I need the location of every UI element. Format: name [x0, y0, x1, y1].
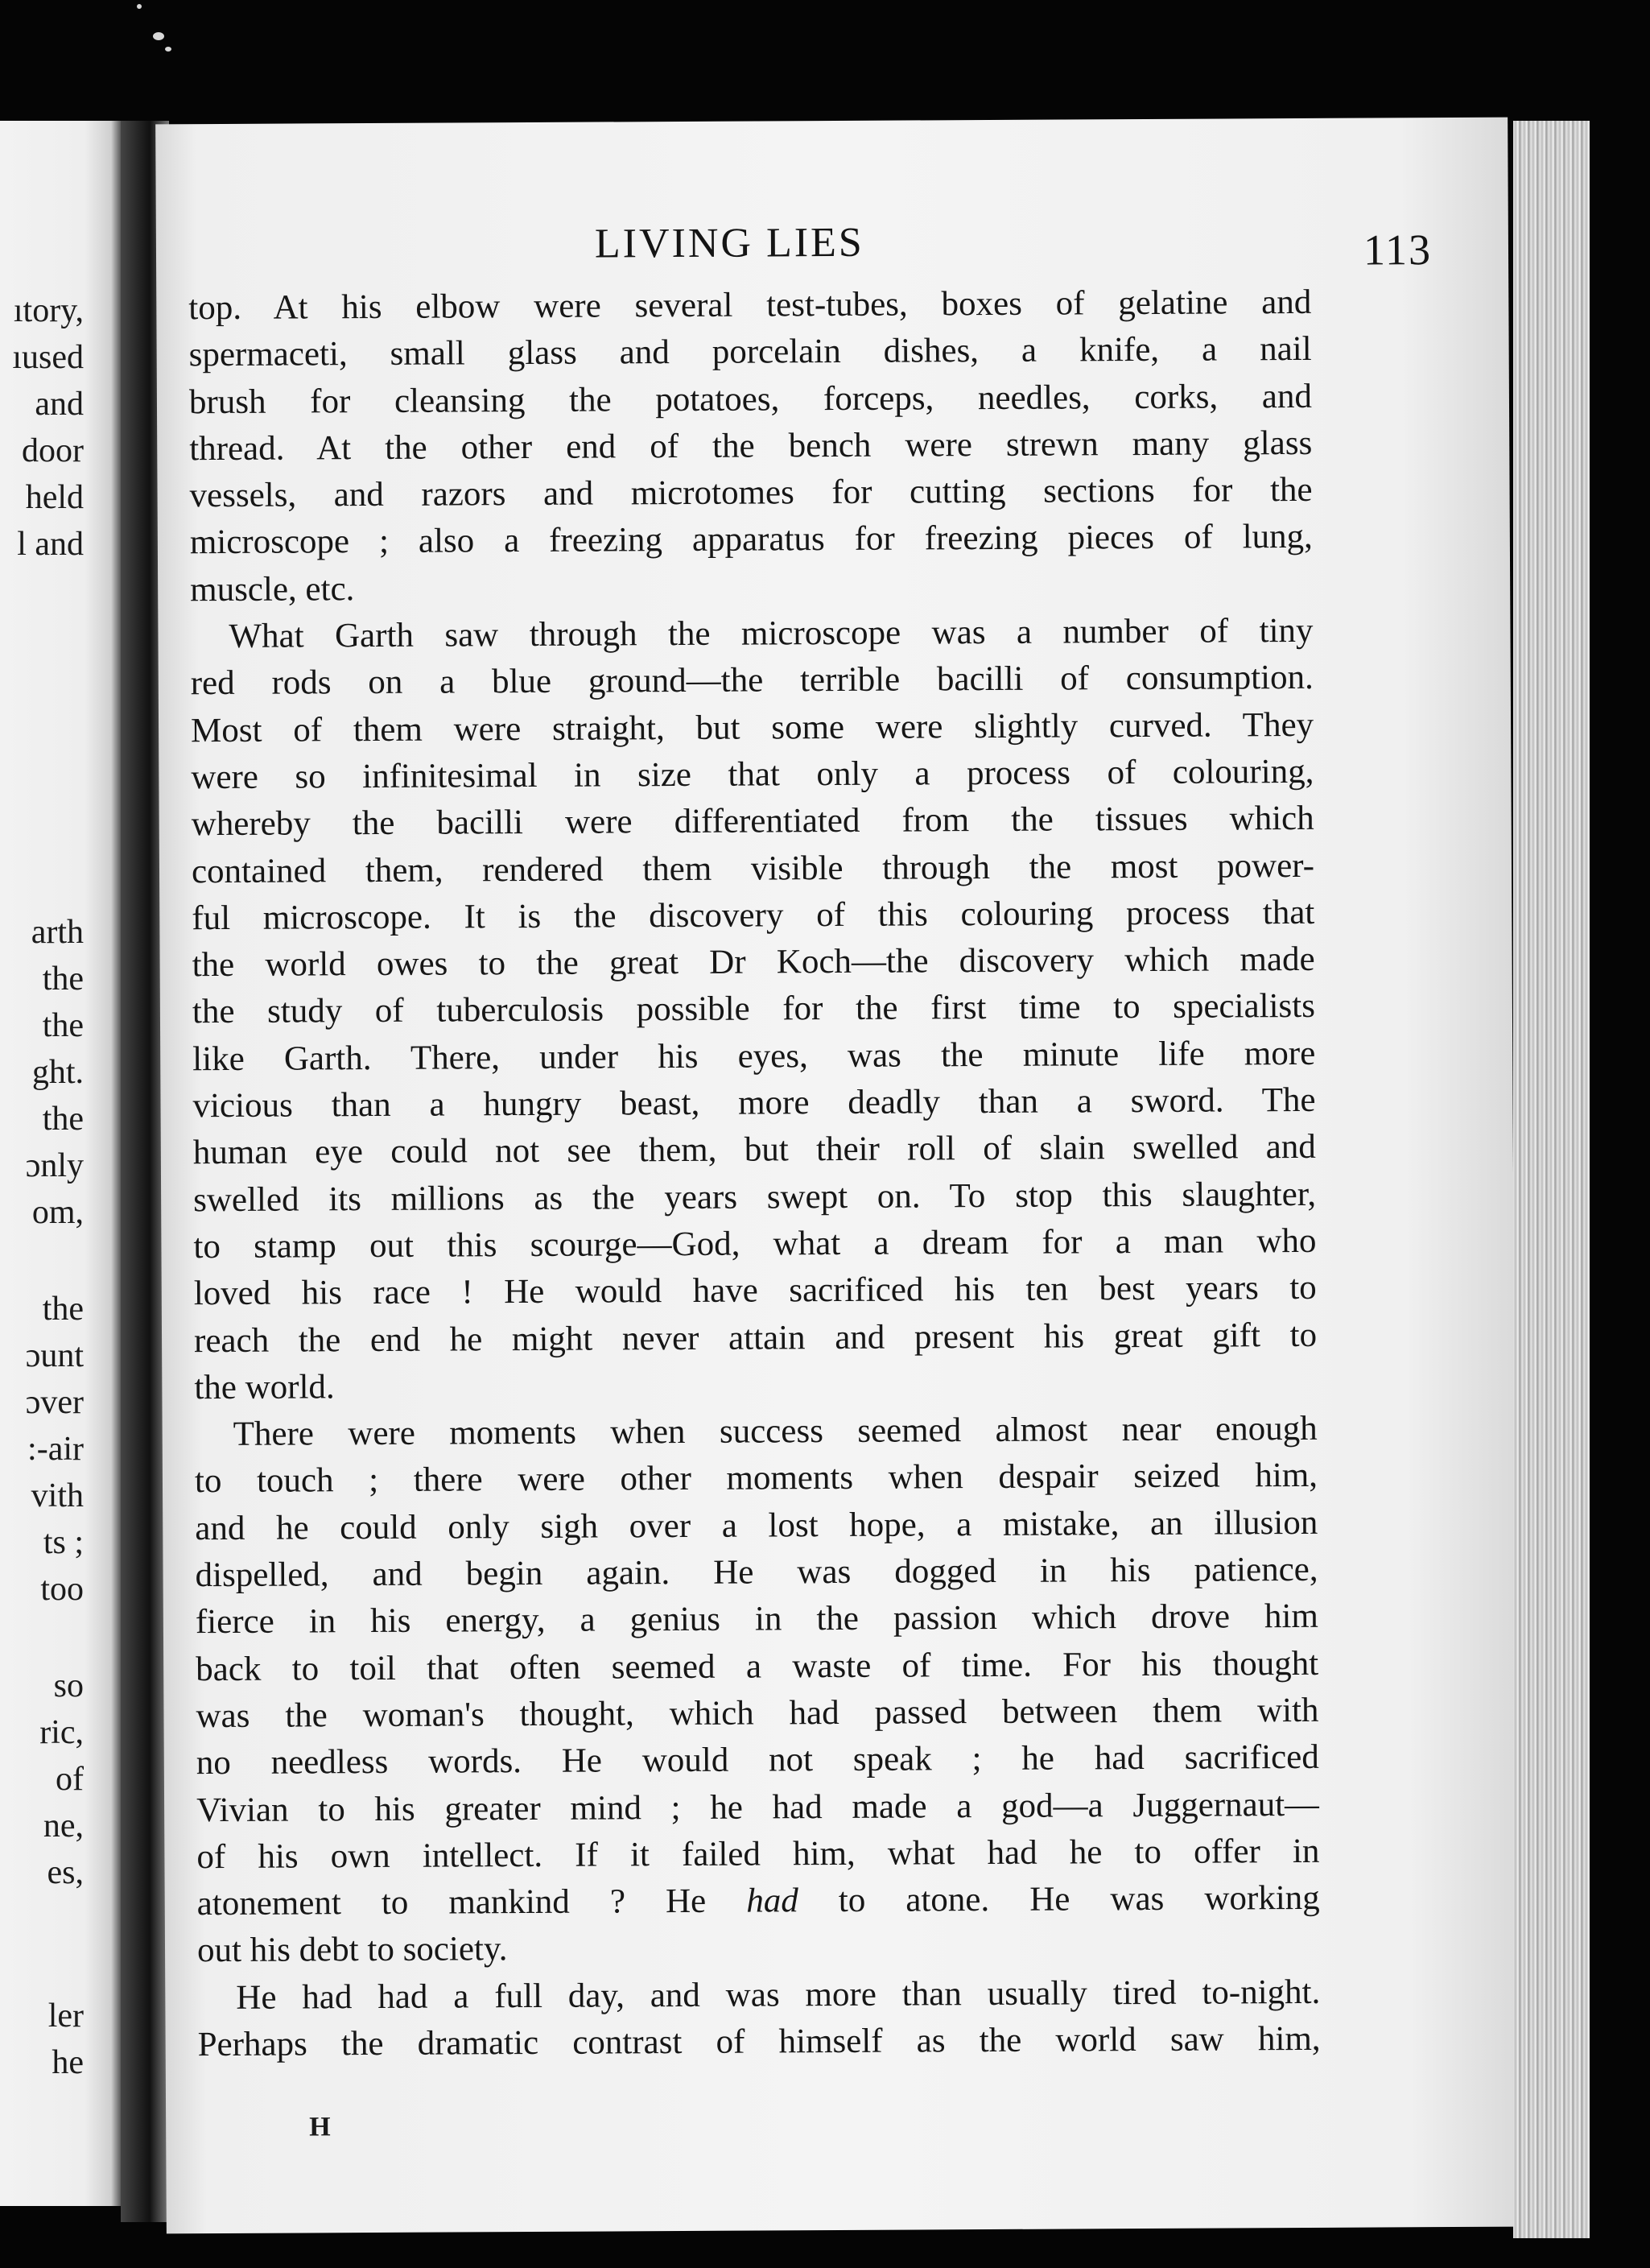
text-line: brush for cleansing the potatoes, forceps, needles, corks, and — [188, 377, 1313, 421]
text-line: vicious than a hungry beast, more deadly than a sword. The — [192, 1080, 1316, 1126]
previous-page-text-fragment: and — [35, 386, 84, 423]
text-line: whereby the bacilli were differentiated from the tissues which — [191, 799, 1314, 844]
previous-page-text-fragment: the — [42, 1291, 84, 1328]
previous-page-text-fragment: of — [56, 1761, 84, 1798]
dust-speck — [137, 4, 142, 9]
dust-speck — [153, 32, 164, 40]
body-text — [188, 279, 1321, 2069]
previous-page-text-fragment: the — [42, 1007, 84, 1044]
previous-page-fragment — [0, 121, 121, 2206]
text-line: dispelled, and begin again. He was dogged in his patience, — [195, 1550, 1318, 1595]
text-line: atonement to mankind ? He had to atone. He was working — [196, 1878, 1320, 1923]
previous-page-text-fragment: om, — [31, 1194, 84, 1231]
previous-page-text-fragment: he — [52, 2044, 84, 2081]
previous-page-text-fragment: l and — [17, 526, 84, 563]
previous-page-text-fragment: arth — [31, 914, 84, 951]
text-line: red rods on a blue ground—the terrible bacilli of consumption. — [190, 659, 1314, 703]
previous-page-text-fragment: the — [42, 1101, 84, 1138]
text-line: spermaceti, small glass and porcelain dishes, a knife, a nail — [188, 330, 1312, 374]
text-line: contained them, rendered them visible through the most power- — [191, 846, 1315, 890]
previous-page-text-fragment: ts ; — [43, 1524, 84, 1561]
text-line: What Garth saw through the microscope was a number of tiny — [229, 611, 1314, 656]
text-line: fierce in his energy, a genius in the passion which drove him — [195, 1597, 1318, 1642]
text-line: He had had a full day, and was more than usually tired to-night. — [236, 1973, 1321, 2017]
text-line: the world owes to the great Dr Koch—the discovery which made — [192, 940, 1315, 985]
text-line: to stamp out this scourge—God, what a dream for a man who — [193, 1221, 1317, 1266]
text-line: of his own intellect. If it failed him, what had he to offer in — [196, 1832, 1320, 1876]
text-line: and he could only sigh over a lost hope, a mistake, an illusion — [195, 1503, 1318, 1547]
previous-page-text-fragment: es, — [47, 1854, 84, 1891]
previous-page-text-fragment: door — [22, 432, 84, 469]
previous-page-text-fragment: ric, — [39, 1714, 84, 1751]
previous-page-text-fragment: vith — [31, 1477, 84, 1514]
text-line: the study of tuberculosis possible for the first time to specialists — [192, 987, 1316, 1031]
text-line: swelled its millions as the years swept on. To stop this slaughter, — [193, 1175, 1317, 1219]
text-line: were so infinitesimal in size that only a process of colouring, — [191, 752, 1314, 797]
dust-speck — [165, 47, 171, 52]
previous-page-text-fragment: ɔver — [25, 1384, 84, 1421]
previous-page-text-fragment: ler — [47, 1997, 84, 2035]
signature-mark: H — [309, 2112, 331, 2142]
previous-page-text-fragment: too — [40, 1571, 84, 1608]
text-line: loved his race ! He would have sacrificed his ten best years to — [193, 1269, 1317, 1313]
text-line: Perhaps the dramatic contrast of himself as the world saw him, — [197, 2019, 1321, 2064]
text-line: back to toil that often seemed a waste of time. For his thought — [196, 1644, 1319, 1688]
text-line: like Garth. There, under his eyes, was the minute life more — [192, 1034, 1316, 1078]
text-line: There were moments when success seemed almost near enough — [233, 1410, 1318, 1454]
text-line: thread. At the other end of the bench were strewn many glass — [189, 423, 1313, 469]
text-line: to touch ; there were other moments when despair seized him, — [194, 1456, 1318, 1501]
page-edges — [1513, 121, 1590, 2238]
text-line: muscle, etc. — [190, 569, 355, 609]
running-head: LIVING LIES — [594, 219, 864, 267]
previous-page-text-fragment: ɔunt — [25, 1337, 84, 1374]
previous-page-text-fragment: ıtory, — [13, 292, 84, 329]
previous-page-text-fragment: held — [25, 479, 84, 516]
previous-page-text-fragment: ne, — [43, 1807, 84, 1845]
text-line: microscope ; also a freezing apparatus for freezing pieces of lung, — [189, 518, 1313, 562]
text-line: out his debt to society. — [196, 1930, 508, 1970]
text-line: the world. — [194, 1368, 335, 1407]
text-line: top. At his elbow were several test-tubes, boxes of gelatine and — [188, 283, 1312, 328]
text-line: vessels, and razors and microtomes for cutting sections for the — [189, 471, 1313, 515]
previous-page-text-fragment: so — [53, 1667, 84, 1704]
previous-page-text-fragment: ıused — [12, 339, 84, 376]
text-line: Most of them were straight, but some were slightly curved. They — [190, 705, 1314, 750]
text-line: human eye could not see them, but their roll of slain swelled and — [192, 1128, 1316, 1172]
text-line: was the woman's thought, which had passed between them with — [196, 1691, 1319, 1736]
book-page — [155, 118, 1519, 2234]
previous-page-text-fragment: ght. — [31, 1054, 84, 1091]
page-number: 113 — [1363, 225, 1433, 275]
text-line: reach the end he might never attain and present his great gift to — [193, 1316, 1318, 1360]
previous-page-text-fragment: the — [42, 960, 84, 998]
previous-page-text-fragment: :-air — [27, 1431, 84, 1468]
previous-page-text-fragment: ɔnly — [25, 1147, 84, 1184]
text-line: Vivian to his greater mind ; he had made a god—a Juggernaut— — [196, 1785, 1320, 1829]
text-line: no needless words. He would not speak ; he had sacrificed — [196, 1738, 1319, 1783]
text-line: ful microscope. It is the discovery of this colouring process that — [192, 893, 1315, 938]
